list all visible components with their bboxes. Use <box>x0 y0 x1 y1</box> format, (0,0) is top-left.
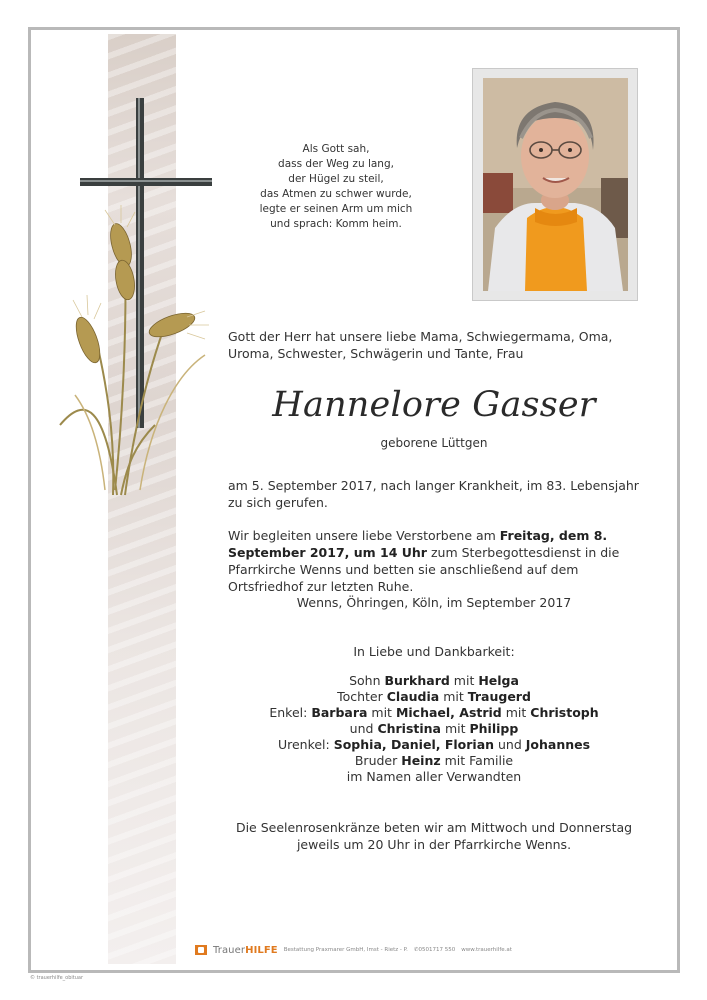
company-name: Bestattung Praxmarer GmbH, Imst - Rietz - P. <box>283 947 408 953</box>
family-line: im Namen aller Verwandten <box>346 769 522 784</box>
family-member: Sophia, Daniel, Florian <box>333 737 495 752</box>
copyright-text: © trauerhilfe_obituar <box>30 975 84 981</box>
relation-label: Bruder <box>354 753 402 768</box>
relation-label: Tochter <box>337 689 387 704</box>
rosary-line: jeweils um 20 Uhr in der Pfarrkirche Wenns. <box>296 837 572 852</box>
maiden-name: geborene Lüttgen <box>380 436 488 450</box>
website-link[interactable]: www.trauerhilfe.at <box>461 947 512 953</box>
relation-label: Sohn <box>349 673 385 688</box>
family-line <box>228 753 640 769</box>
family-line <box>228 737 640 753</box>
family-list <box>228 673 640 785</box>
portrait-frame <box>472 68 638 301</box>
poem-line: Als Gott sah, <box>302 143 370 155</box>
family-member: Philipp <box>469 721 519 736</box>
connector: und <box>494 737 526 752</box>
funeral-details <box>228 527 648 595</box>
thanks-heading: In Liebe und Dankbarkeit: <box>353 644 515 659</box>
portrait-image <box>483 78 628 291</box>
family-member: Claudia <box>386 689 440 704</box>
funeral-text-after: zum Sterbegottesdienst in die Pfarrkirche Wenns und betten sie anschließend auf dem Ortsfriedhof zur letzten Ruhe. <box>228 545 620 594</box>
place-and-date: Wenns, Öhringen, Köln, im September 2017 <box>296 595 572 610</box>
footer <box>195 943 555 957</box>
poem-line: dass der Weg zu lang, <box>278 158 394 170</box>
family-line <box>228 705 640 721</box>
portrait-photo <box>483 78 628 291</box>
family-member: Johannes <box>525 737 591 752</box>
rosary-line: Die Seelenrosenkränze beten wir am Mittwoch und Donnerstag <box>235 820 633 835</box>
poem <box>245 142 427 232</box>
family-line <box>228 721 640 737</box>
rosary-notice <box>228 819 640 853</box>
death-notice-text: am 5. September 2017, nach langer Krankheit, im 83. Lebensjahr zu sich gerufen. <box>228 478 639 510</box>
family-line <box>228 689 640 705</box>
funeral-date: Freitag, dem 8. September 2017, um 14 Uhr <box>228 528 608 560</box>
poem-line: das Atmen zu schwer wurde, <box>260 188 412 200</box>
funeral-text-before: Wir begleiten unsere liebe Verstorbene am <box>228 528 500 543</box>
connector: mit <box>449 673 479 688</box>
connector: mit <box>439 689 468 704</box>
poem-line: der Hügel zu steil, <box>288 173 384 185</box>
cross-with-wheat-icon <box>55 95 215 515</box>
trauerhilfe-logo-icon <box>195 945 207 955</box>
family-member: Helga <box>478 673 519 688</box>
relation-label: Urenkel: <box>277 737 334 752</box>
deceased-name: Hannelore Gasser <box>272 385 596 425</box>
family-member: Christoph <box>530 705 599 720</box>
connector: mit <box>501 705 531 720</box>
family-line <box>228 673 640 689</box>
relation-label: Enkel: <box>269 705 312 720</box>
connector: und <box>349 721 378 736</box>
family-member: Barbara <box>311 705 368 720</box>
connector: mit <box>441 721 470 736</box>
intro-text: Gott der Herr hat unsere liebe Mama, Schwiegermama, Oma, Uroma, Schwester, Schwägerin und Tante, Frau <box>228 329 613 361</box>
family-member: Burkhard <box>384 673 450 688</box>
family-member: Heinz <box>401 753 441 768</box>
family-member: Michael, Astrid <box>395 705 502 720</box>
poem-line: und sprach: Komm heim. <box>270 218 402 230</box>
brand-part: Trauer <box>213 944 246 956</box>
brand-name <box>213 945 278 956</box>
connector: mit Familie <box>440 753 514 768</box>
phone-number: ✆0501717 550 <box>413 947 456 953</box>
poem-line: legte er seinen Arm um mich <box>259 203 413 215</box>
family-member: Traugerd <box>467 689 531 704</box>
brand-part: HILFE <box>245 944 278 956</box>
connector: mit <box>367 705 396 720</box>
family-member: Christina <box>377 721 441 736</box>
